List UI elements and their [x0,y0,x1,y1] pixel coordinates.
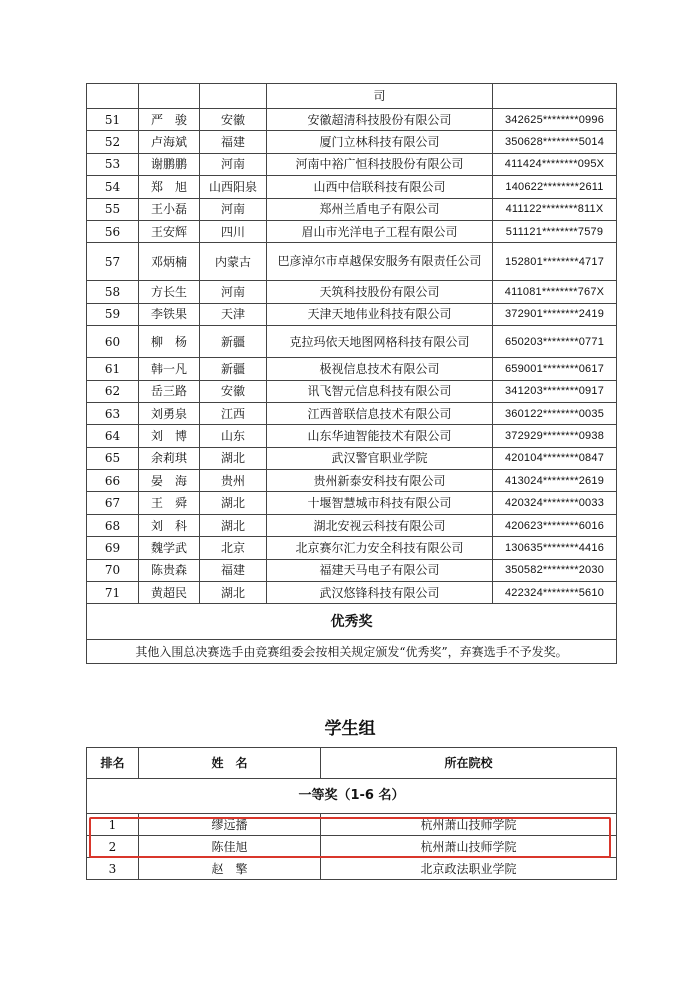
region-cell: 河南 [200,198,267,220]
id-number-cell: 152801********4717 [493,243,617,281]
name-cell: 黄超民 [139,582,200,604]
name-cell: 邓炳楠 [139,243,200,281]
first-prize-title: 一等奖（1-6 名） [87,779,617,814]
table-row [87,326,617,358]
region-cell: 福建 [200,559,267,581]
rank-cell: 64 [87,425,139,447]
school-cell: 杭州萧山技师学院 [321,814,617,836]
name-cell: 魏学武 [139,537,200,559]
region-cell: 四川 [200,220,267,242]
company-cell: 山东华迪智能技术有限公司 [267,425,493,447]
rank-cell: 54 [87,176,139,198]
id-number-cell: 420324********0033 [493,492,617,514]
table-row [87,537,617,559]
id-number-cell: 130635********4416 [493,537,617,559]
name-cell: 李铁果 [139,303,200,325]
region-cell: 江西 [200,402,267,424]
region-cell: 山西阳泉 [200,176,267,198]
id-number-cell: 659001********0617 [493,358,617,380]
table-row [87,131,617,153]
header-school: 所在院校 [321,748,617,779]
name-cell: 余莉琪 [139,447,200,469]
name-cell: 赵 擎 [139,858,321,880]
company-cell: 眉山市光洋电子工程有限公司 [267,220,493,242]
name-cell: 王 舜 [139,492,200,514]
id-number-cell: 413024********2619 [493,470,617,492]
company-cell: 北京赛尔汇力安全科技有限公司 [267,537,493,559]
excellence-award-note-row [87,640,617,664]
company-cell: 厦门立林科技有限公司 [267,131,493,153]
first-prize-row [87,779,617,814]
company-cell: 湖北安视云科技有限公司 [267,514,493,536]
id-number-cell: 411081********767X [493,281,617,303]
rank-cell: 56 [87,220,139,242]
table-row [87,153,617,175]
id-number-cell: 350628********5014 [493,131,617,153]
table-row [87,198,617,220]
id-number-cell: 140622********2611 [493,176,617,198]
region-cell: 湖北 [200,582,267,604]
company-cell: 安徽超清科技股份有限公司 [267,109,493,131]
company-fragment: 司 [267,84,493,109]
table-row [87,447,617,469]
rank-cell: 67 [87,492,139,514]
company-cell: 天津天地伟业科技有限公司 [267,303,493,325]
id-number-cell: 341203********0917 [493,380,617,402]
name-cell: 岳三路 [139,380,200,402]
rank-cell: 69 [87,537,139,559]
name-cell: 刘 科 [139,514,200,536]
name-cell: 卢海斌 [139,131,200,153]
id-number-cell: 650203********0771 [493,326,617,358]
name-cell: 王小磊 [139,198,200,220]
id-number-cell: 372929********0938 [493,425,617,447]
rank-cell: 51 [87,109,139,131]
name-cell: 刘 博 [139,425,200,447]
rank-cell: 55 [87,198,139,220]
header-row [87,748,617,779]
rank-cell: 66 [87,470,139,492]
id-number-cell: 372901********2419 [493,303,617,325]
rank-cell: 71 [87,582,139,604]
name-cell: 陈贵森 [139,559,200,581]
table-row [87,220,617,242]
student-group-title: 学生组 [324,719,376,739]
region-cell: 北京 [200,537,267,559]
region-cell: 河南 [200,281,267,303]
name-cell: 韩一凡 [139,358,200,380]
company-cell: 武汉悠锋科技有限公司 [267,582,493,604]
company-cell: 河南中裕广恒科技股份有限公司 [267,153,493,175]
company-cell: 讯飞智元信息科技有限公司 [267,380,493,402]
rank-cell: 60 [87,326,139,358]
company-cell: 天筑科技股份有限公司 [267,281,493,303]
rank-cell: 59 [87,303,139,325]
rank-cell: 63 [87,402,139,424]
region-cell: 新疆 [200,326,267,358]
table-row [87,514,617,536]
rank-cell: 61 [87,358,139,380]
student-group-table [86,747,617,880]
company-cell: 山西中信联科技有限公司 [267,176,493,198]
company-cell: 贵州新泰安科技有限公司 [267,470,493,492]
table-row [87,425,617,447]
id-number-cell: 411122********811X [493,198,617,220]
excellence-award-note: 其他入围总决赛选手由竞赛组委会按相关规定颁发“优秀奖”，弃赛选手不予发奖。 [87,640,617,664]
excellence-award-title: 优秀奖 [87,604,617,640]
table-row [87,470,617,492]
header-name: 姓 名 [139,748,321,779]
name-cell: 严 骏 [139,109,200,131]
id-number-cell: 420623********6016 [493,514,617,536]
region-cell: 新疆 [200,358,267,380]
name-cell: 谢鹏鹏 [139,153,200,175]
company-cell: 江西普联信息技术有限公司 [267,402,493,424]
rank-cell: 2 [87,836,139,858]
table-row [87,380,617,402]
id-number-cell: 360122********0035 [493,402,617,424]
company-cell: 极视信息技术有限公司 [267,358,493,380]
region-cell: 福建 [200,131,267,153]
id-number-cell: 342625********0996 [493,109,617,131]
winners-table-continued [86,83,617,664]
name-cell: 陈佳旭 [139,836,321,858]
id-number-cell: 511121********7579 [493,220,617,242]
table-row [87,492,617,514]
rank-cell: 58 [87,281,139,303]
name-cell: 方长生 [139,281,200,303]
name-cell: 王安辉 [139,220,200,242]
company-cell: 武汉警官职业学院 [267,447,493,469]
rank-cell: 53 [87,153,139,175]
name-cell: 刘勇泉 [139,402,200,424]
company-cell: 郑州兰盾电子有限公司 [267,198,493,220]
student-row [87,858,617,880]
table-row [87,281,617,303]
id-number-cell: 350582********2030 [493,559,617,581]
company-cell: 克拉玛依天地图网格科技有限公司 [267,326,493,358]
rank-cell: 68 [87,514,139,536]
table-row [87,176,617,198]
table-row [87,358,617,380]
region-cell: 内蒙古 [200,243,267,281]
red-highlight-box [89,817,611,858]
table-row [87,559,617,581]
company-cell: 福建天马电子有限公司 [267,559,493,581]
region-cell: 河南 [200,153,267,175]
region-cell: 贵州 [200,470,267,492]
table-row [87,303,617,325]
rank-cell: 57 [87,243,139,281]
excellence-award-row [87,604,617,640]
region-cell: 湖北 [200,492,267,514]
name-cell: 晏 海 [139,470,200,492]
name-cell: 柳 杨 [139,326,200,358]
region-cell: 湖北 [200,514,267,536]
rank-cell: 3 [87,858,139,880]
winners-table-body [87,84,617,664]
table-row [87,109,617,131]
table-row [87,582,617,604]
id-number-cell: 422324********5610 [493,582,617,604]
school-cell: 杭州萧山技师学院 [321,836,617,858]
id-number-cell: 411424********095X [493,153,617,175]
header-rank: 排名 [87,748,139,779]
rank-cell: 1 [87,814,139,836]
region-cell: 安徽 [200,380,267,402]
region-cell: 湖北 [200,447,267,469]
company-cell: 巴彦淖尔市卓越保安服务有限责任公司 [267,243,493,281]
id-number-cell: 420104********0847 [493,447,617,469]
rank-cell: 52 [87,131,139,153]
rank-cell: 70 [87,559,139,581]
rank-cell: 62 [87,380,139,402]
name-cell: 郑 旭 [139,176,200,198]
name-cell: 缪远播 [139,814,321,836]
company-cell: 十堰智慧城市科技有限公司 [267,492,493,514]
table-row [87,402,617,424]
region-cell: 天津 [200,303,267,325]
region-cell: 山东 [200,425,267,447]
table-row-fragment [87,84,617,109]
rank-cell: 65 [87,447,139,469]
region-cell: 安徽 [200,109,267,131]
school-cell: 北京政法职业学院 [321,858,617,880]
table-row [87,243,617,281]
